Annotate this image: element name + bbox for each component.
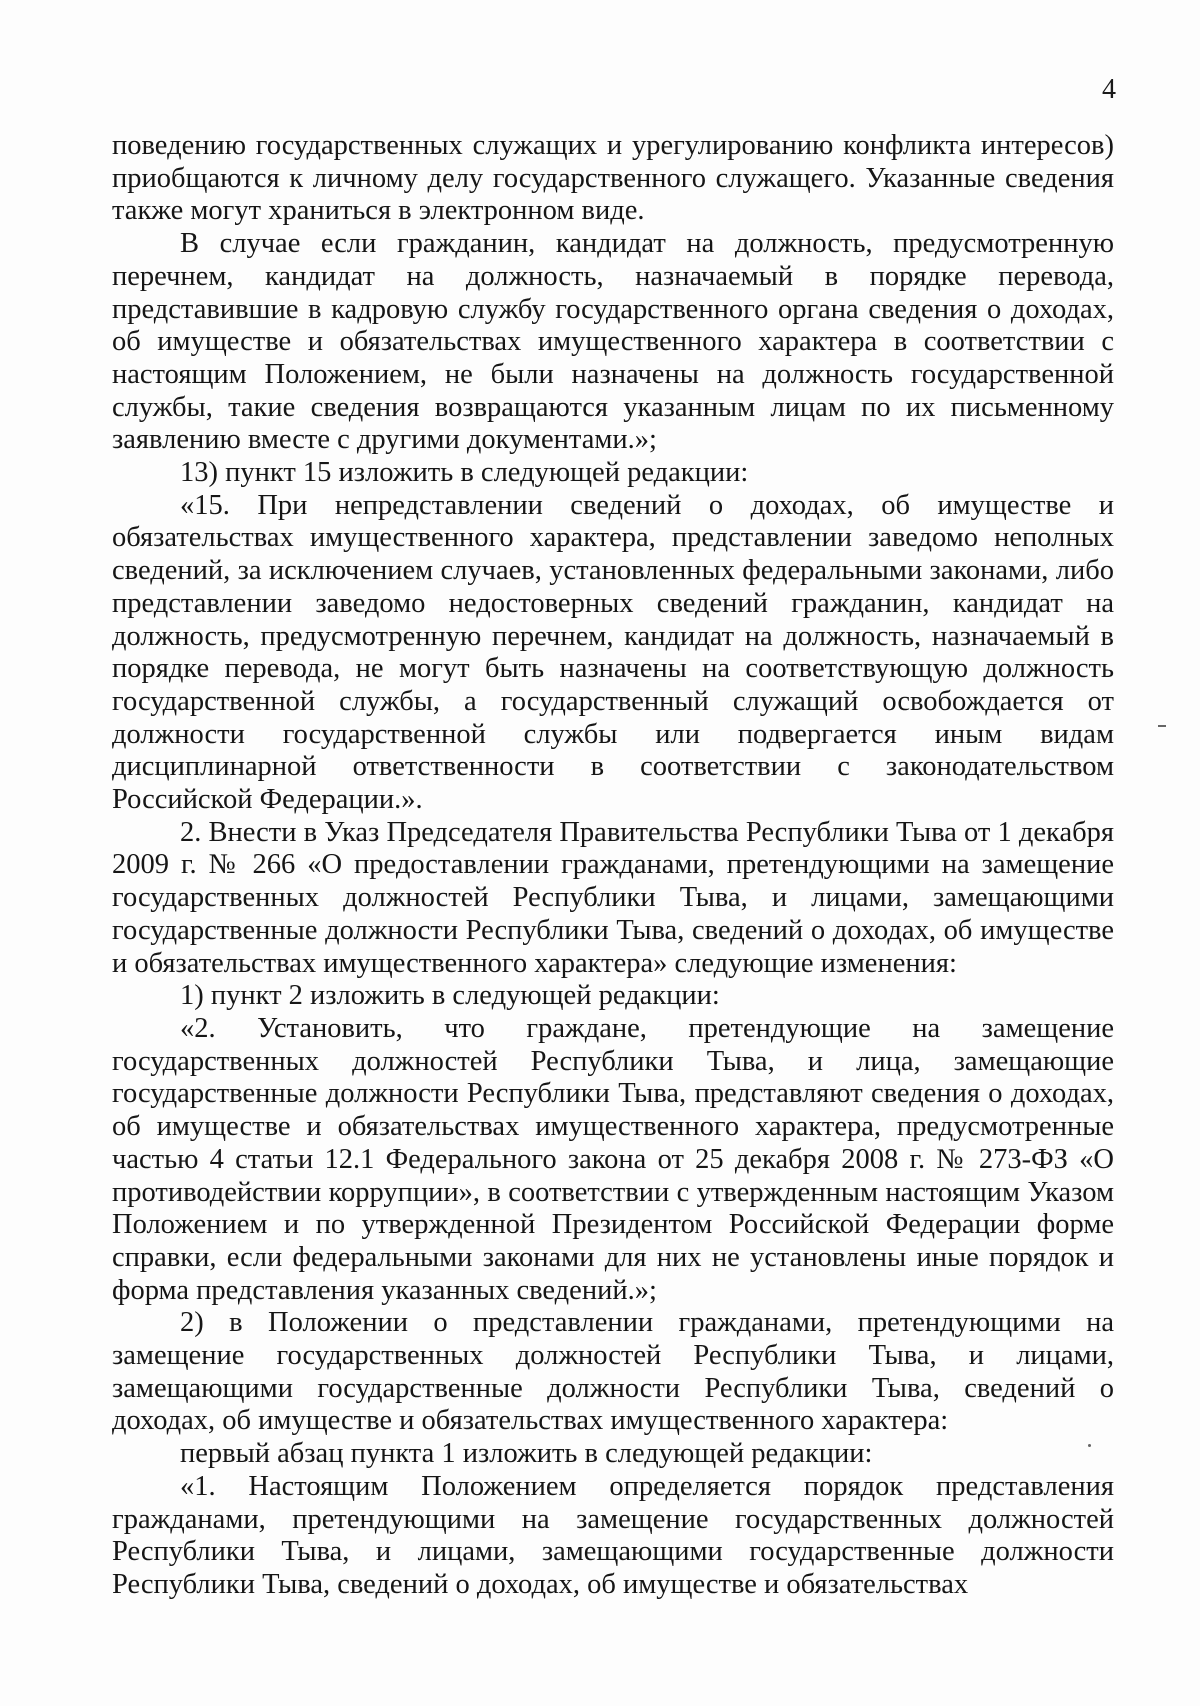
paragraph-6: 1) пункт 2 изложить в следующей редакции: — [180, 980, 720, 1012]
paragraph-1: поведению государственных служащих и урегулированию конфликта интересов) приобщаются к личному делу государственного служащего. Указанные сведения также могут храниться в электронном виде. — [112, 130, 1114, 227]
paragraph-10: «1. Настоящим Положением определяется порядок представления гражданами, претендующими на замещение государственных должностей Республики Тыва, и лицами, замещающими государственные должности Республики Тыва, сведений о доходах, об имуществе и обязательствах — [112, 1470, 1114, 1600]
paragraph-2: В случае если гражданин, кандидат на должность, предусмотренную перечнем, кандидат на должность, назначаемый в порядке перевода, представившие в кадровую службу государственного органа сведения о доходах, об имуществе и обязательствах имущественного характера в соответствии с настоящим Положением, не были назначены на должность государственной службы, такие сведения возвращаются указанным лицам по их письменному заявлению вместе с другими документами.»; — [112, 228, 1114, 456]
scan-speck — [1088, 1444, 1091, 1447]
paragraph-8: 2) в Положении о представлении гражданами, претендующими на замещение государственных должностей Республики Тыва, и лицами, замещающими государственные должности Республики Тыва, сведений о доходах, об имуществе и обязательствах имущественного характера: — [112, 1307, 1114, 1437]
paragraph-9: первый абзац пункта 1 изложить в следующей редакции: — [180, 1438, 873, 1470]
document-body — [112, 130, 1114, 1602]
paragraph-3: 13) пункт 15 изложить в следующей редакции: — [180, 457, 749, 489]
paragraph-7: «2. Установить, что граждане, претендующие на замещение государственных должностей Республики Тыва, и лица, замещающие государственные должности Республики Тыва, представляют сведения о доходах, об имуществе и обязательствах имущественного характера, предусмотренные частью 4 статьи 12.1 Федерального закона от 25 декабря 2008 г. № 273-ФЗ «О противодействии коррупции», в соответствии с утвержденным настоящим Указом Положением и по утвержденной Президентом Российской Федерации форме справки, если федеральными законами для них не установлены иные порядок и форма представления указанных сведений.»; — [112, 1012, 1114, 1306]
paragraph-5: 2. Внести в Указ Председателя Правительства Республики Тыва от 1 декабря 2009 г. № 266 «О предоставлении гражданами, претендующими на замещение государственных должностей Республики Тыва, и лицами, замещающими государственные должности Республики Тыва, сведений о доходах, об имуществе и обязательствах имущественного характера» следующие изменения: — [112, 816, 1114, 979]
paragraph-4: «15. При непредставлении сведений о доходах, об имуществе и обязательствах имущественного характера, представлении заведомо неполных сведений, за исключением случаев, установленных федеральными законами, либо представлении заведомо недостоверных сведений гражданин, кандидат на должность, предусмотренную перечнем, кандидат на должность, назначаемый в порядке перевода, не могут быть назначены на соответствующую должность государственной службы, а государственный служащий освобождается от должности государственной службы или подвергается иным видам дисциплинарной ответственности в соответствии с законодательством Российской Федерации.». — [112, 489, 1114, 816]
scan-speck — [1158, 725, 1166, 727]
page-number: 4 — [1102, 74, 1116, 105]
